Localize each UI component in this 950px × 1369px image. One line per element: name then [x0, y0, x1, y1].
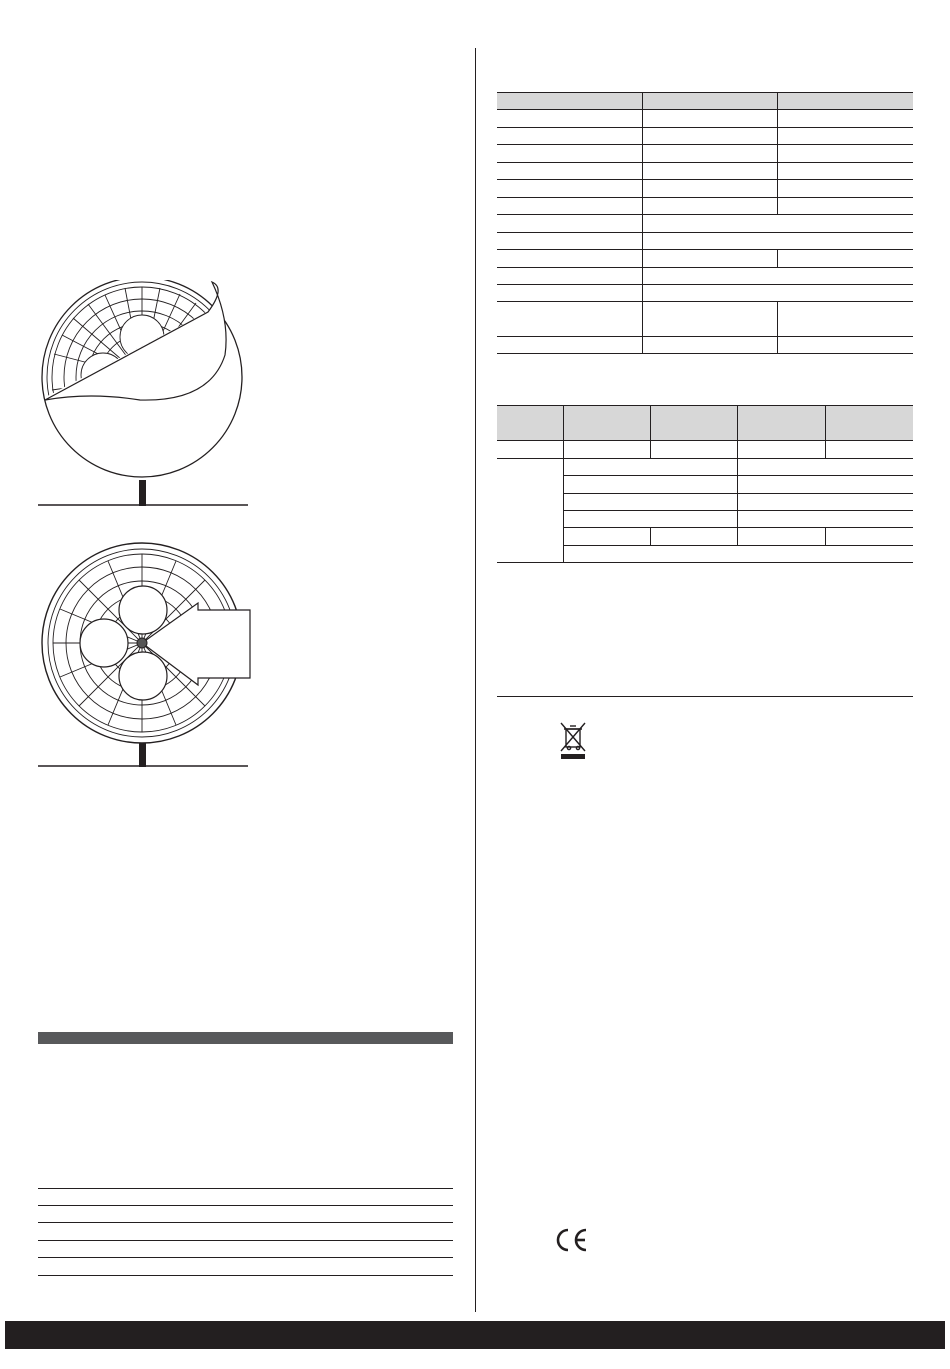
ce-mark-icon: [553, 1227, 589, 1253]
list-rule: [38, 1257, 453, 1258]
column-divider: [475, 48, 476, 1312]
sensor-cover-figure: [30, 280, 260, 520]
weee-bin-icon: [559, 721, 587, 761]
list-rule: [38, 1205, 453, 1206]
list-rule: [38, 1240, 453, 1241]
list-rule: [38, 1222, 453, 1223]
list-rule: [38, 1275, 453, 1276]
list-rule: [38, 1188, 453, 1189]
range-table: [497, 405, 913, 565]
spec-table: [497, 92, 913, 354]
section-header-bar: [38, 1032, 453, 1044]
separator-rule: [497, 696, 913, 697]
footer-bar: [5, 1321, 945, 1349]
sensor-front-figure: [30, 540, 260, 780]
